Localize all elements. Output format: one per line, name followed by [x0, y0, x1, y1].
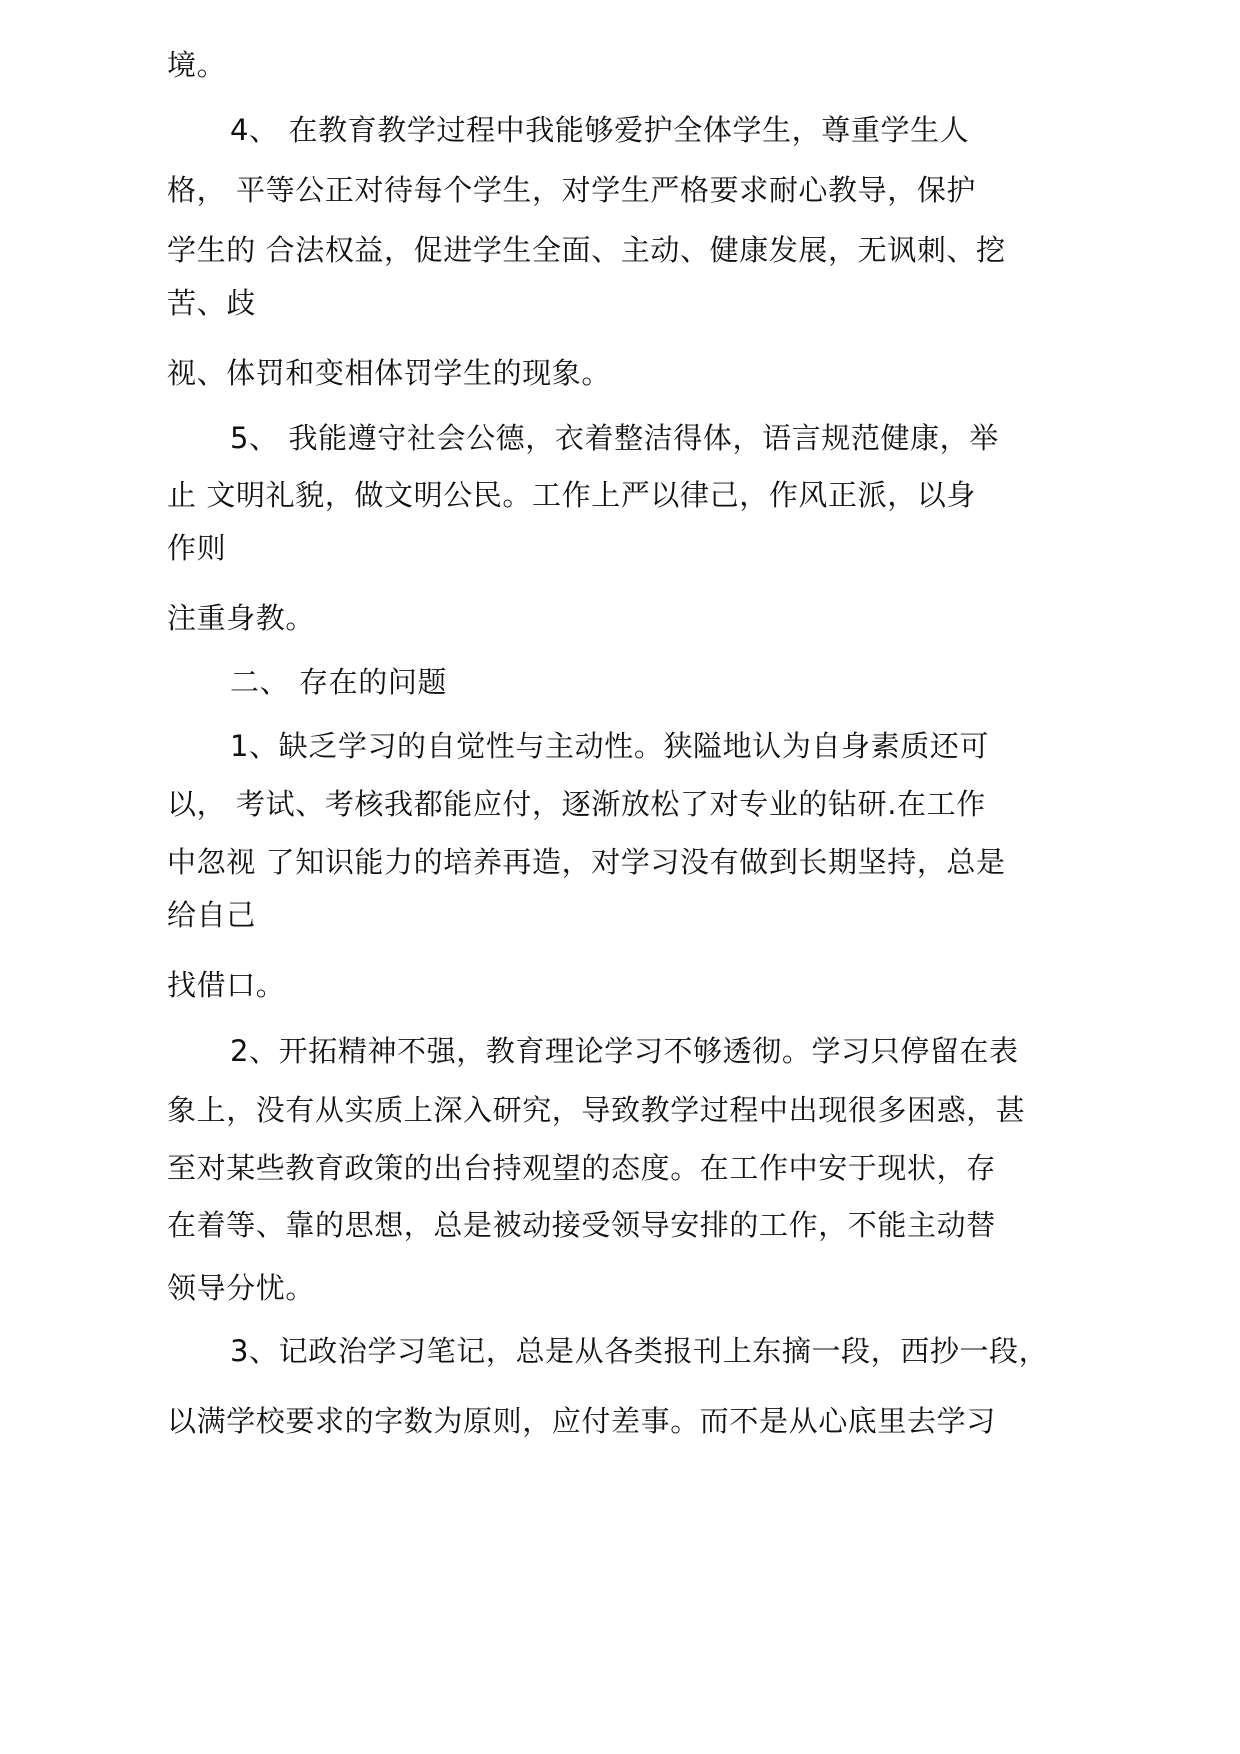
text-line: 止 文明礼貌，做文明公民。工作上严以律己，作风正派，以身: [167, 478, 977, 512]
section-heading: 二、 存在的问题: [230, 665, 448, 699]
text-line: 格， 平等公正对待每个学生，对学生严格要求耐心教导，保护: [167, 173, 977, 207]
text-line: 苦、歧: [167, 286, 256, 320]
text-line: 境。: [167, 48, 227, 82]
text-line: 1、缺乏学习的自觉性与主动性。狭隘地认为自身素质还可: [230, 729, 990, 763]
text-line: 4、 在教育教学过程中我能够爱护全体学生，尊重学生人: [230, 113, 970, 147]
text-line: 3、记政治学习笔记，总是从各类报刊上东摘一段，西抄一段，: [230, 1334, 1049, 1368]
text-line: 学生的 合法权益，促进学生全面、主动、健康发展，无讽刺、挖: [167, 233, 1006, 267]
text-line: 5、 我能遵守社会公德，衣着整洁得体，语言规范健康，举: [230, 421, 999, 455]
text-line: 中忽视 了知识能力的培养再造，对学习没有做到长期坚持，总是: [167, 845, 1006, 879]
text-line: 作则: [167, 531, 227, 565]
text-line: 领导分忧。: [167, 1271, 316, 1305]
text-line: 至对某些教育政策的出台持观望的态度。在工作中安于现状，存: [167, 1151, 996, 1185]
text-line: 以， 考试、考核我都能应付，逐渐放松了对专业的钻研.在工作: [167, 787, 986, 821]
text-line: 2、开拓精神不强，教育理论学习不够透彻。学习只停留在表: [230, 1034, 1019, 1068]
text-line: 找借口。: [167, 968, 286, 1002]
text-line: 以满学校要求的字数为原则，应付差事。而不是从心底里去学习: [167, 1404, 996, 1438]
text-line: 在着等、靠的思想，总是被动接受领导安排的工作，不能主动替: [167, 1208, 996, 1242]
text-line: 象上，没有从实质上深入研究，导致教学过程中出现很多困惑，甚: [167, 1093, 1026, 1127]
text-line: 视、体罚和变相体罚学生的现象。: [167, 356, 612, 390]
text-line: 给自己: [167, 898, 256, 932]
text-line: 注重身教。: [167, 601, 316, 635]
